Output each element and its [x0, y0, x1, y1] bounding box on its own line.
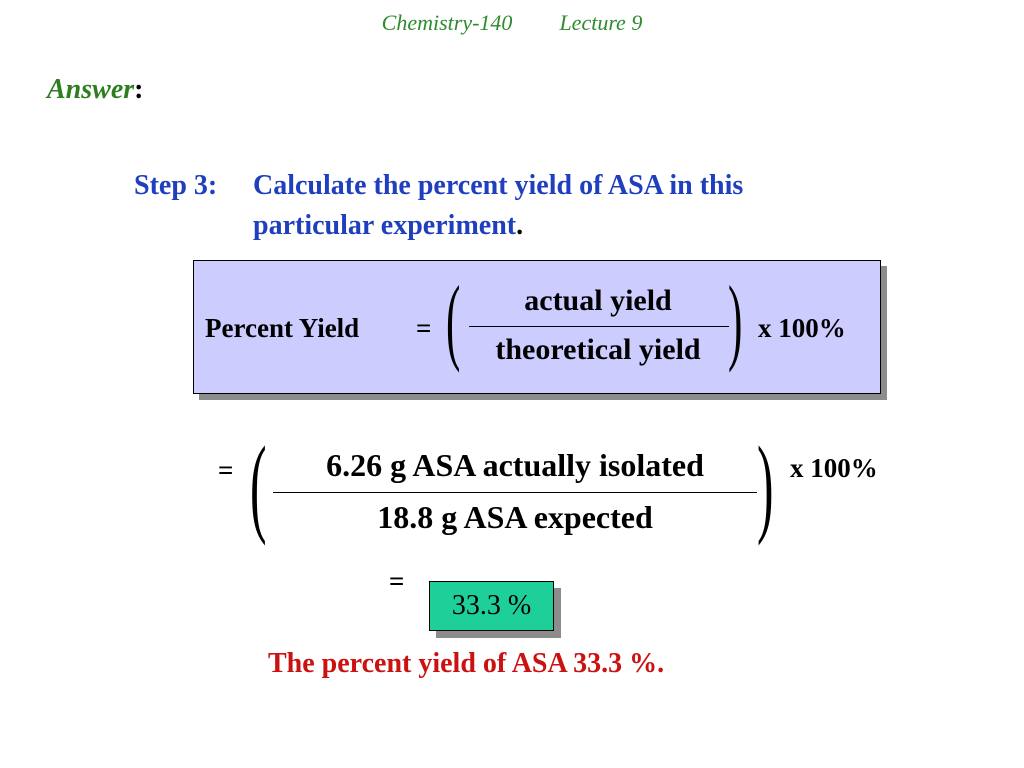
answer-heading — [47, 74, 143, 106]
step-line-2 — [253, 210, 523, 242]
step-label: Step 3: — [134, 170, 218, 201]
substitution-denominator: 18.8 g ASA expected — [377, 499, 653, 535]
slide-header — [0, 10, 1024, 36]
lecture-title: Lecture 9 — [559, 10, 643, 35]
formula-equals: = — [416, 313, 432, 343]
formula-denominator: theoretical yield — [495, 333, 701, 366]
step-period: . — [516, 210, 524, 241]
answer-colon: : — [134, 74, 144, 105]
formula-numerator: actual yield — [524, 284, 672, 317]
step-line-2-text: particular experiment — [253, 210, 517, 241]
formula-lhs: Percent Yield — [205, 313, 360, 343]
substitution-equals: = — [218, 455, 234, 485]
formula-multiplier: x 100% — [758, 313, 846, 343]
formula-right-paren: ) — [728, 266, 743, 373]
result-value: 33.3 % — [451, 590, 532, 621]
formula-left-paren: ( — [446, 266, 461, 373]
answer-label: Answer — [47, 74, 135, 105]
substitution-multiplier: x 100% — [790, 453, 878, 483]
substitution-right-paren: ) — [757, 424, 774, 546]
result-equals: = — [389, 566, 405, 596]
course-title: Chemistry-140 — [381, 10, 513, 35]
conclusion-text: The percent yield of ASA 33.3 %. — [268, 648, 665, 679]
substitution-numerator: 6.26 g ASA actually isolated — [326, 447, 704, 483]
formula-fraction-line — [469, 326, 729, 327]
substitution-left-paren: ( — [250, 424, 267, 546]
substitution-fraction-line — [273, 492, 757, 493]
step-line-1: Calculate the percent yield of ASA in this — [253, 170, 744, 201]
